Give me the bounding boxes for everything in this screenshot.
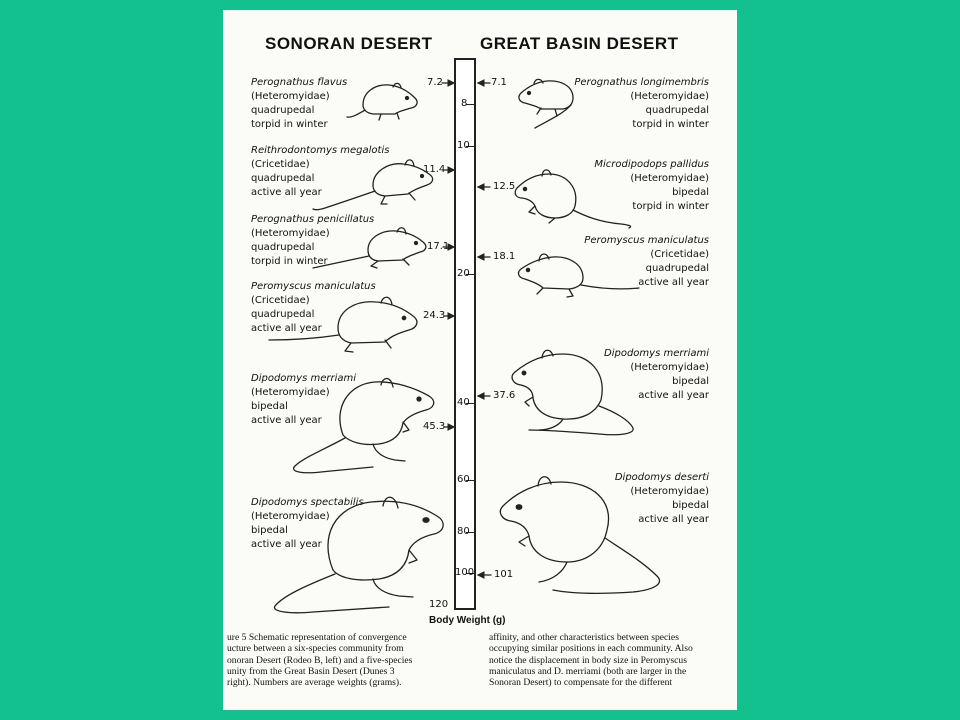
species-name: Dipodomys merriami [604, 348, 709, 359]
mouse-illustrations [223, 10, 737, 630]
species-family: (Cricetidae) [251, 295, 310, 306]
species-activity: active all year [251, 187, 322, 198]
caption-line: affinity, and other characteristics between species [489, 632, 679, 643]
species-name: Peromyscus maniculatus [251, 281, 376, 292]
species-activity: torpid in winter [632, 201, 709, 212]
species-activity: torpid in winter [251, 256, 328, 267]
mouse-basin-2 [515, 170, 630, 228]
tick-label-40: 40 [457, 397, 470, 408]
caption-left [227, 632, 412, 688]
weight-basin-5: 101 [494, 569, 514, 580]
species-locomotion: quadrupedal [251, 105, 315, 116]
species-family: (Heteromyidae) [251, 228, 330, 239]
species-locomotion: quadrupedal [645, 105, 709, 116]
weight-sonoran-1: 7.2 [427, 77, 443, 88]
caption-line: maniculatus and D. merriami (both are larger in the [489, 665, 687, 677]
tick-label-20: 20 [457, 268, 470, 279]
axis-label: Body Weight (g) [429, 615, 506, 626]
caption-line: right). Numbers are average weights (grams). [227, 677, 402, 689]
species-locomotion: quadrupedal [251, 309, 315, 320]
species-family: (Heteromyidae) [251, 511, 330, 522]
species-name: Microdipodops pallidus [594, 159, 709, 170]
great-basin-title: GREAT BASIN DESERT [480, 34, 679, 53]
mouse-sonoran-4 [269, 297, 417, 352]
mouse-sonoran-3 [313, 228, 426, 268]
species-activity: active all year [638, 390, 709, 401]
figure-page [223, 10, 737, 710]
species-family: (Heteromyidae) [251, 91, 330, 102]
mouse-sonoran-5 [294, 378, 434, 472]
weight-basin-4: 37.6 [493, 390, 516, 401]
weight-basin-3: 18.1 [493, 251, 516, 262]
species-locomotion: bipedal [251, 401, 288, 412]
species-family: (Heteromyidae) [630, 486, 709, 497]
species-family: (Heteromyidae) [630, 91, 709, 102]
species-name: Perognathus longimembris [574, 77, 709, 88]
caption-line: occupying similar positions in each community. Also [489, 643, 693, 655]
tick-label-10: 10 [457, 140, 470, 151]
weight-sonoran-3: 17.1 [427, 241, 450, 252]
weight-basin-1: 7.1 [491, 77, 507, 88]
species-activity: active all year [251, 323, 322, 334]
species-locomotion: quadrupedal [251, 242, 315, 253]
weight-basin-2: 12.5 [493, 181, 516, 192]
species-family: (Heteromyidae) [630, 362, 709, 373]
species-locomotion: bipedal [672, 376, 709, 387]
mouse-basin-1 [519, 79, 573, 128]
species-activity: active all year [251, 415, 322, 426]
weight-sonoran-4: 24.3 [423, 310, 446, 321]
tick-label-60: 60 [457, 474, 470, 485]
species-family: (Cricetidae) [251, 159, 310, 170]
tick-label-120: 120 [429, 599, 449, 610]
species-name: Dipodomys deserti [614, 472, 709, 483]
mouse-sonoran-1 [347, 83, 417, 120]
species-name: Perognathus penicillatus [251, 214, 375, 225]
sonoran-title: SONORAN DESERT [265, 34, 433, 53]
species-activity: active all year [638, 277, 709, 288]
species-locomotion: quadrupedal [645, 263, 709, 274]
species-name: Reithrodontomys megalotis [251, 145, 390, 156]
species-locomotion: quadrupedal [251, 173, 315, 184]
tick-label-8: 8 [461, 98, 468, 109]
species-name: Dipodomys spectabilis [251, 497, 364, 508]
species-family: (Heteromyidae) [251, 387, 330, 398]
species-family: (Heteromyidae) [630, 173, 709, 184]
species-name: Perognathus flavus [251, 77, 348, 88]
caption-right [489, 632, 693, 688]
mouse-sonoran-2 [313, 160, 433, 210]
species-activity: active all year [251, 539, 322, 550]
tick-label-100: 100 [455, 567, 475, 578]
species-locomotion: bipedal [672, 500, 709, 511]
mouse-sonoran-6 [274, 497, 443, 613]
species-activity: torpid in winter [251, 119, 328, 130]
species-name: Dipodomys merriami [251, 373, 356, 384]
caption-line: notice the displacement in body size in Peromyscus [489, 654, 687, 666]
mouse-basin-5 [500, 477, 659, 594]
species-locomotion: bipedal [672, 187, 709, 198]
species-activity: torpid in winter [632, 119, 709, 130]
caption-line: unity from the Great Basin Desert (Dunes 3 [227, 665, 395, 677]
tick-label-80: 80 [457, 526, 470, 537]
species-activity: active all year [638, 514, 709, 525]
caption-line: ucture between a six-species community from [227, 643, 404, 655]
weight-sonoran-2: 11.4 [423, 164, 446, 175]
species-name: Peromyscus maniculatus [584, 235, 709, 246]
caption-line: Sonoran Desert) to compensate for the different [489, 677, 673, 689]
species-family: (Cricetidae) [650, 249, 709, 260]
caption-line: ure 5 Schematic representation of convergence [227, 632, 407, 643]
weight-sonoran-5: 45.3 [423, 421, 446, 432]
mouse-basin-4 [512, 350, 633, 435]
species-locomotion: bipedal [251, 525, 288, 536]
caption-line: onoran Desert (Rodeo B, left) and a five-species [227, 654, 413, 666]
mouse-basin-3 [518, 254, 639, 297]
